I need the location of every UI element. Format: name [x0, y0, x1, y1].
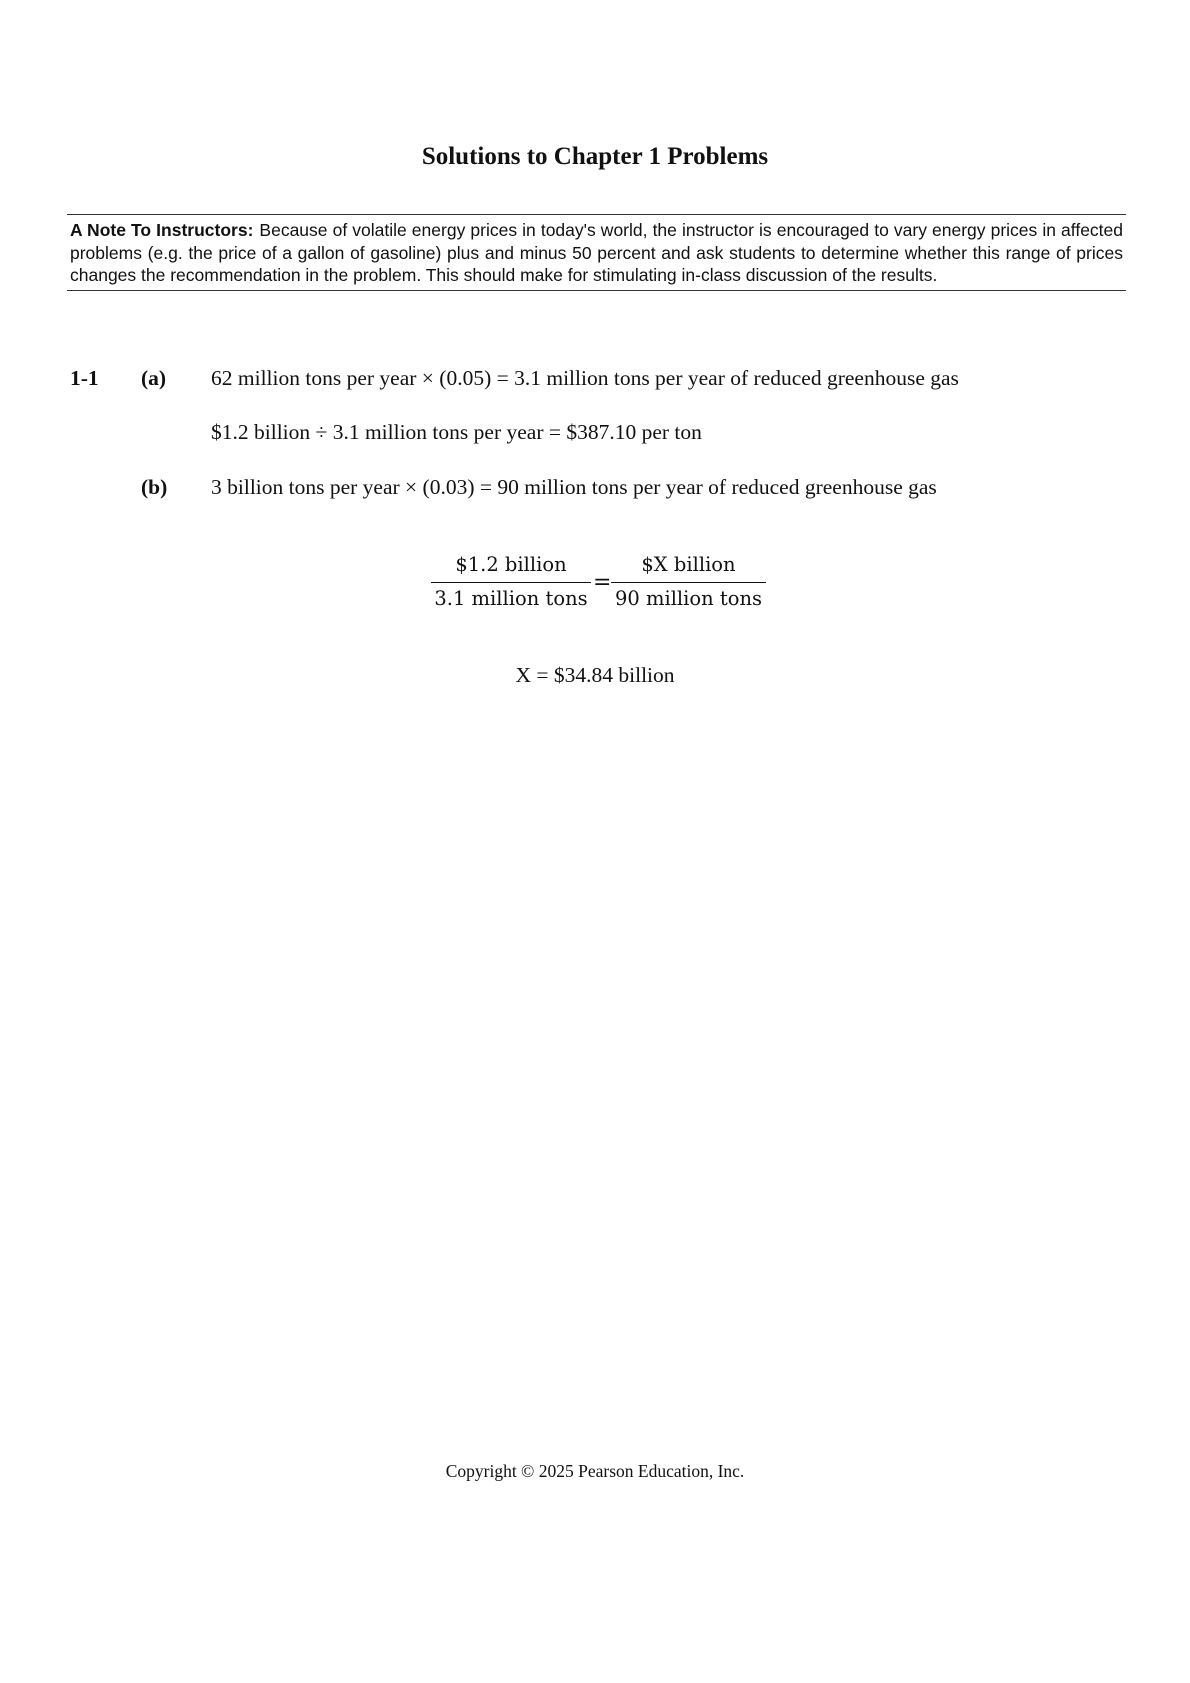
fraction-right-numerator: $X billion — [611, 553, 766, 583]
note-text: Because of volatile energy prices in today's world, the instructor is encouraged to vary energy prices in affected problems (e.g. the price of a gallon of gasoline) plus and minus 50 percent and ask students to determine whether this range of prices changes the recommendation in the problem. This should make for stimulating in-class discussion of the results. — [70, 220, 1123, 285]
result-line: X = $34.84 billion — [515, 663, 675, 687]
fraction-left — [431, 553, 591, 610]
fraction-right-denominator: 90 million tons — [614, 587, 763, 610]
note-label: A Note To Instructors: — [70, 220, 254, 240]
page-title: Solutions to Chapter 1 Problems — [421, 143, 769, 170]
copyright-footer: Copyright © 2025 Pearson Education, Inc. — [445, 1461, 745, 1481]
fraction-equals: = — [593, 570, 612, 595]
part-a-line-1: 62 million tons per year × (0.05) = 3.1 million tons per year of reduced greenhouse gas — [211, 366, 959, 390]
part-b-label: (b) — [141, 475, 168, 499]
part-b-line-1: 3 billion tons per year × (0.03) = 90 million tons per year of reduced greenhouse gas — [211, 475, 937, 499]
fraction-left-denominator: 3.1 million tons — [434, 587, 588, 610]
fraction-right — [611, 553, 766, 610]
instructor-note — [67, 214, 1126, 291]
part-a-label: (a) — [141, 366, 167, 390]
part-a-line-2: $1.2 billion ÷ 3.1 million tons per year = $387.10 per ton — [211, 420, 702, 444]
problem-number: 1-1 — [70, 366, 99, 390]
fraction-left-numerator: $1.2 billion — [431, 553, 591, 583]
